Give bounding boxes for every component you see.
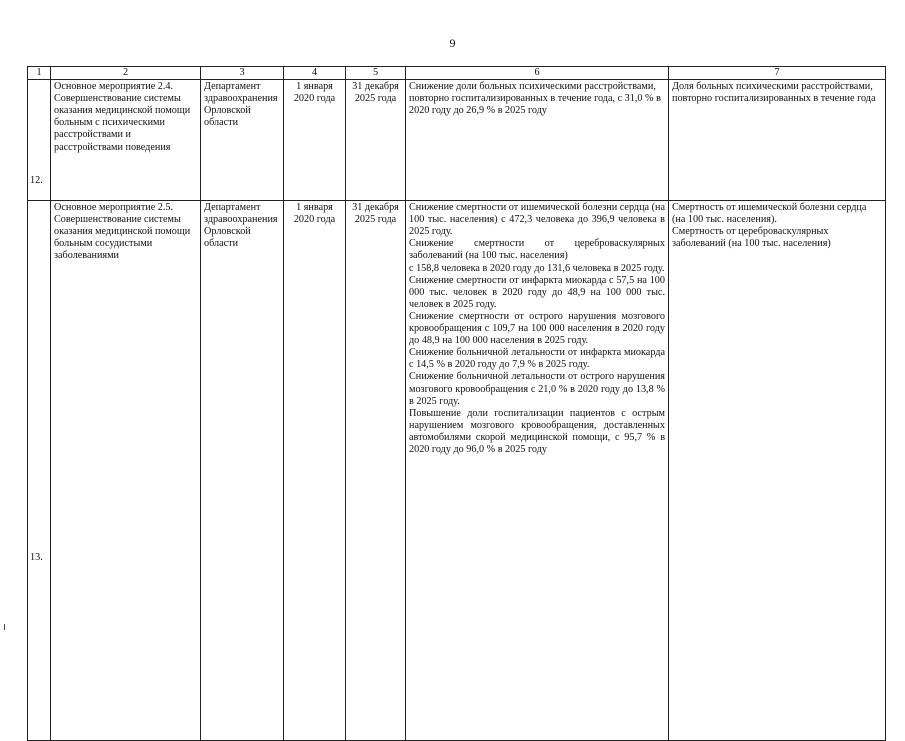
- executor: Департамент здравоохранения Орловской области: [201, 80, 284, 201]
- column-number: 3: [201, 67, 284, 80]
- result-item: Снижение смертности от инфаркта миокарда с 57,5 на 100 000 тыс. человек в 2020 году до 48,9 на 100 000 тыс. человек в 2025 году.: [409, 274, 665, 310]
- result-item: Снижение смертности от ишемической болезни сердца (на 100 тыс. населения) с 472,3 человека до 396,9 человека в 2025 году.: [409, 202, 665, 238]
- result-item: Снижение смертности от цереброваскулярных заболеваний (на 100 тыс. населения): [409, 238, 665, 262]
- start-date: 1 января 2020 года: [284, 201, 346, 741]
- indicator-item: Смертность от ишемической болезни сердца (на 100 тыс. населения).: [672, 202, 867, 226]
- column-number: 1: [28, 67, 51, 80]
- result-item: Снижение больничной летальности от инфаркта миокарда с 14,5 % в 2020 году до 7,9 % в 2025 году.: [409, 347, 665, 371]
- end-date: 31 декабря 2025 года: [346, 80, 406, 201]
- column-number: 6: [406, 67, 669, 80]
- measure-name: Основное мероприятие 2.5. Совершенствование системы оказания медицинской помощи больным сосудистыми заболеваниями: [51, 201, 201, 741]
- expected-results: [406, 80, 669, 201]
- row-number: 13.: [28, 201, 51, 741]
- row-number: 12.: [28, 80, 51, 201]
- result-item: Снижение больничной летальности от острого нарушения мозгового кровообращения с 21,0 % в 2020 году до 13,8 % в 2025 году.: [409, 371, 665, 407]
- table-row: [28, 80, 886, 201]
- indicator-item: Смертность от цереброваскулярных заболеваний (на 100 тыс. населения): [672, 226, 831, 250]
- column-number: 4: [284, 67, 346, 80]
- start-date: 1 января 2020 года: [284, 80, 346, 201]
- result-item: с 158,8 человека в 2020 году до 131,6 человека в 2025 году.: [409, 262, 665, 274]
- page-number: 9: [449, 36, 456, 50]
- scan-mark: [4, 624, 5, 630]
- column-number: 2: [51, 67, 201, 80]
- result-item: Снижение смертности от острого нарушения мозгового кровообращения с 109,7 на 100 000 населения в 2020 году до 48,9 на 100 000 населения в 2025 году.: [409, 310, 665, 347]
- indicators: [669, 201, 886, 741]
- expected-results: [406, 201, 669, 741]
- result-item: Снижение доли больных психическими расстройствами, повторно госпитализированных в течение года, с 31,0 % в 2020 году до 26,9 % в 2025 году: [409, 81, 661, 117]
- column-number: 7: [669, 67, 886, 80]
- column-number: 5: [346, 67, 406, 80]
- indicator-item: Доля больных психическими расстройствами, повторно госпитализированных в течение года: [672, 81, 876, 105]
- column-number-row: [28, 67, 886, 80]
- executor: Департамент здравоохранения Орловской области: [201, 201, 284, 741]
- end-date: 31 декабря 2025 года: [346, 201, 406, 741]
- indicators: [669, 80, 886, 201]
- table-row: [28, 201, 886, 741]
- measure-name: Основное мероприятие 2.4. Совершенствование системы оказания медицинской помощи больным с психическими расстройствами и расстройствами поведения: [51, 80, 201, 201]
- result-item: Повышение доли госпитализации пациентов с острым нарушением мозгового кровообращения, доставленных автомобилями скорой медицинской помощи, с 95,7 % в 2020 году до 96,0 % в 2025 году: [409, 407, 665, 455]
